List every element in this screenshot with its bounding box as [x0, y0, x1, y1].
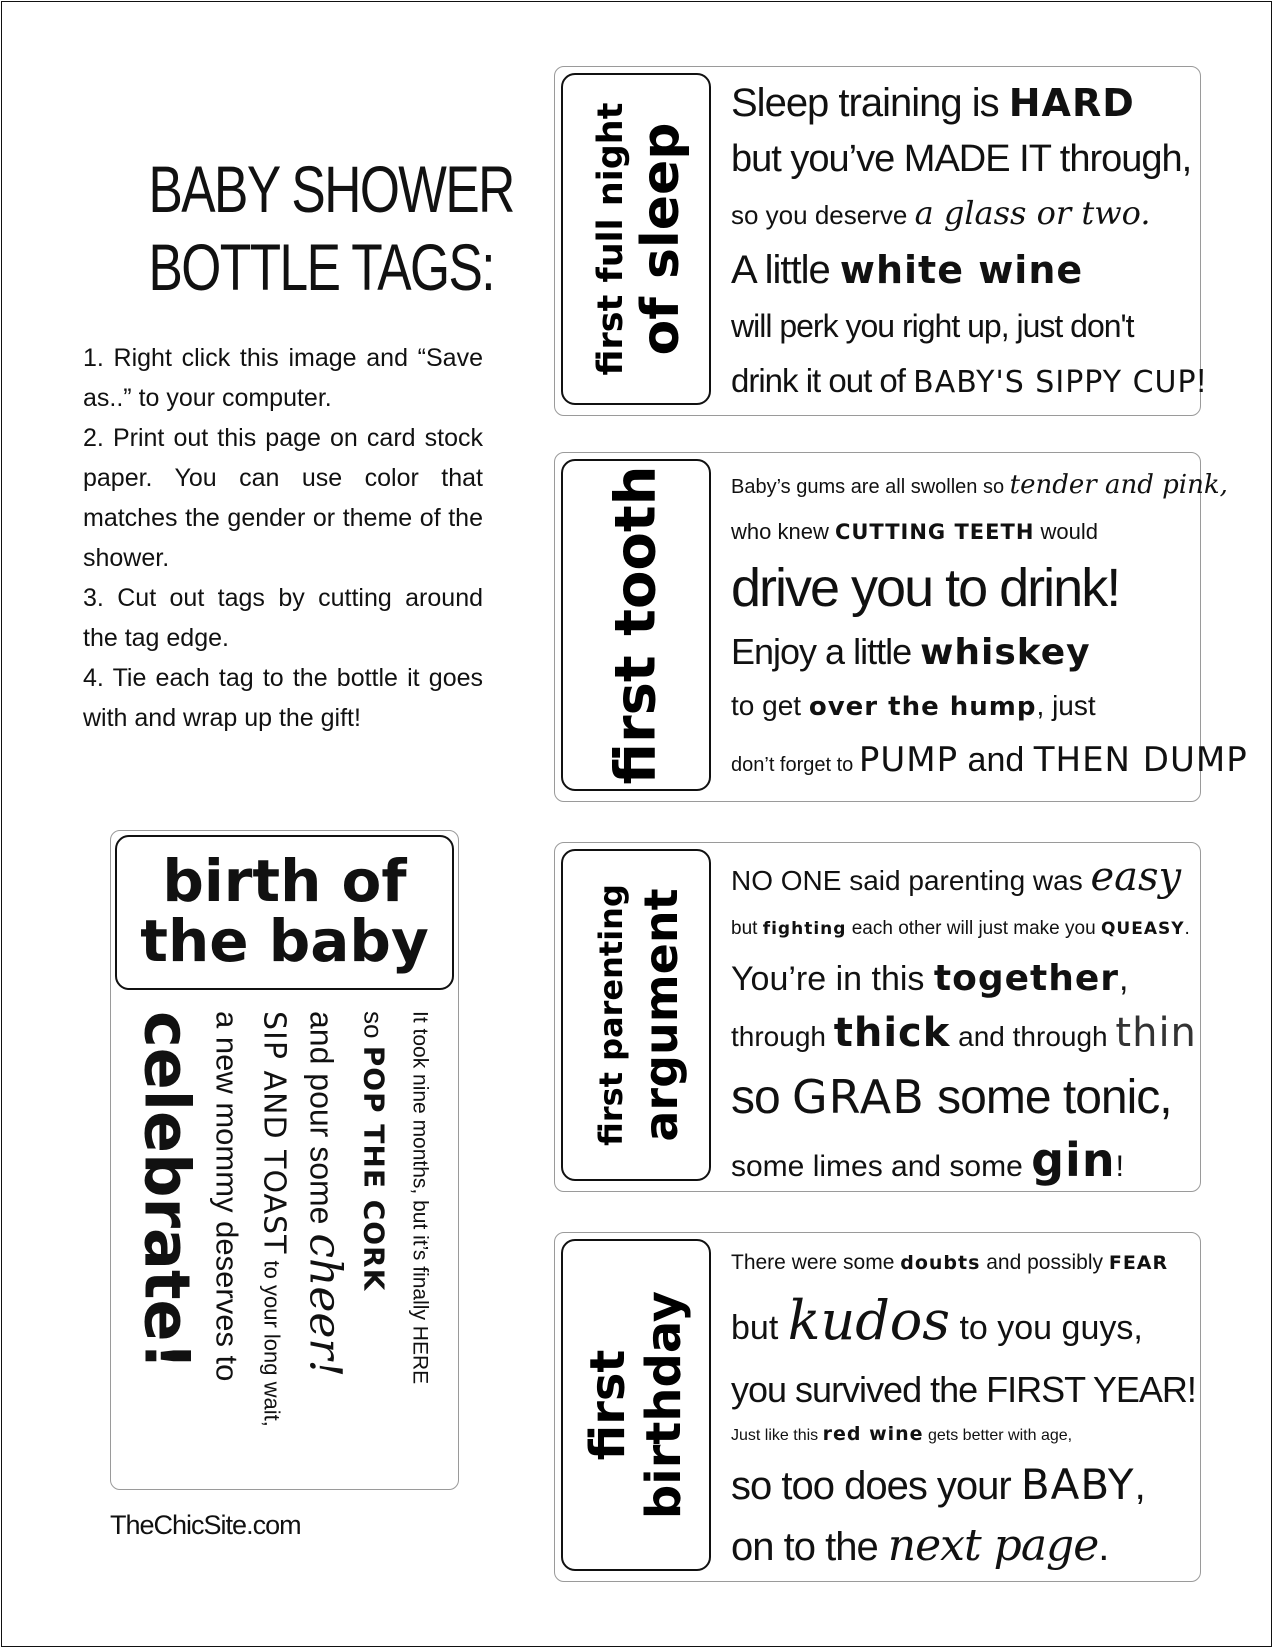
verse-thin: THEN DUMP — [1033, 740, 1248, 780]
tag-label-box — [115, 835, 454, 990]
verse-emphasis: over the hump — [808, 692, 1037, 722]
verse-script: tender and pink, — [1009, 470, 1228, 500]
verse-text: but — [731, 918, 763, 939]
tag-verse — [731, 1241, 1196, 1576]
verse-text: but — [731, 1309, 788, 1347]
title-line-1: BABY SHOWER — [148, 152, 514, 226]
tag-label-line-2: birthday — [636, 1290, 692, 1520]
tag-label-line-1: first — [580, 1349, 636, 1461]
verse-script: next page — [887, 1520, 1099, 1571]
verse-text: Enjoy a little — [731, 631, 921, 672]
tag-first-full-night-of-sleep — [554, 66, 1205, 416]
verse-line — [249, 1011, 295, 1471]
tag-label-line-1: first parenting — [592, 884, 630, 1146]
verse-line — [350, 1011, 396, 1471]
verse-emphasis: HARD — [1008, 81, 1135, 125]
tag-label-line-1: first full night — [591, 102, 631, 376]
verse-text: to you guys, — [950, 1309, 1143, 1347]
verse-emphasis: doubts — [900, 1252, 981, 1274]
verse-thin: SIP AND TOAST — [256, 1010, 291, 1254]
verse-text: don’t forget to — [731, 754, 859, 776]
verse-line: drive you to drink! — [731, 558, 1120, 618]
verse-text: . — [1184, 918, 1190, 939]
verse-text: and — [958, 741, 1034, 779]
tag-label-line-2: of sleep — [631, 122, 691, 356]
verse-line — [731, 1063, 1191, 1132]
instruction-step-3: 3. Cut out tags by cutting around the tag edge. — [83, 584, 483, 652]
verse-line — [731, 1517, 1191, 1576]
tag-label-line-1: birth of — [162, 847, 407, 915]
verse-text: and pour some — [303, 1010, 339, 1233]
tag-label-box — [561, 459, 711, 791]
verse-emphasis: fighting — [762, 919, 847, 939]
verse-line — [731, 1241, 1191, 1285]
verse-line: a new mommy deserves to — [209, 1010, 244, 1381]
verse-line — [731, 241, 1191, 299]
verse-text: There were some — [731, 1251, 901, 1274]
instruction-step-2: 2. Print out this page on card stock paper. You can use color that matches the gender or theme of the shower. — [83, 424, 483, 572]
verse-text: and possibly — [980, 1251, 1109, 1274]
verse-thin: BABY — [1020, 1460, 1135, 1509]
verse-text: so — [731, 1071, 793, 1124]
verse-line: will perk you right up, just don't — [731, 308, 1134, 344]
verse-text: through — [731, 1021, 834, 1052]
verse-text: so — [358, 1010, 388, 1046]
verse-line — [731, 951, 1191, 1007]
verse-text: each other will just make you — [846, 918, 1101, 939]
verse-thin: thin — [1115, 1010, 1197, 1056]
verse-line — [731, 353, 1205, 411]
tag-first-parenting-argument — [554, 842, 1201, 1192]
tag-verse — [731, 461, 1248, 794]
tag-label-line-2: the baby — [140, 907, 429, 975]
verse-emphasis: whiskey — [920, 632, 1091, 673]
verse-script: kudos — [787, 1289, 951, 1352]
verse-text: NO ONE said parenting was — [731, 865, 1091, 896]
verse-line — [731, 1132, 1191, 1195]
verse-text: You’re in this — [731, 960, 934, 998]
verse-line — [731, 75, 1191, 131]
verse-emphasis: together — [933, 958, 1120, 999]
verse-emphasis: CUTTING TEETH — [834, 520, 1035, 544]
tag-label-box — [561, 73, 711, 405]
verse-line: you survived the FIRST YEAR! — [731, 1369, 1196, 1410]
verse-emphasis: white wine — [839, 248, 1084, 292]
verse-line — [731, 731, 1248, 794]
verse-script: cheer! — [299, 1232, 350, 1377]
verse-text: ! — [1196, 362, 1205, 399]
verse-line — [731, 682, 1191, 731]
verse-line — [731, 1454, 1191, 1517]
tag-label-line-2: argument — [634, 888, 688, 1142]
verse-line — [731, 461, 1228, 511]
verse-emphasis: POP THE CORK — [357, 1045, 390, 1291]
site-credit: TheChicSite.com — [110, 1510, 301, 1540]
instructions — [83, 338, 483, 738]
verse-line — [731, 1416, 1191, 1454]
tag-birth-of-the-baby — [110, 830, 459, 1490]
verse-thin: GRAB — [792, 1070, 925, 1124]
verse-text: Sleep training is — [731, 81, 1009, 125]
verse-emphasis: QUEASY — [1100, 919, 1185, 939]
verse-line — [295, 1011, 350, 1471]
tag-label-box — [561, 1239, 711, 1571]
tag-label-box — [561, 849, 711, 1181]
verse-text: who knew — [731, 519, 835, 544]
verse-line — [731, 851, 1191, 907]
verse-line — [731, 907, 1191, 951]
verse-line — [731, 1007, 1197, 1063]
verse-text: some limes and some — [731, 1150, 1032, 1183]
tag-label-text: first tooth — [603, 465, 669, 785]
verse-text: Baby’s gums are all swollen so — [731, 476, 1010, 498]
verse-line: but you’ve MADE IT through, — [731, 138, 1192, 180]
verse-text: would — [1034, 519, 1098, 544]
instruction-step-1: 1. Right click this image and “Save as..” to your computer. — [83, 344, 483, 412]
verse-thin: PUMP — [858, 740, 959, 780]
tag-verse — [731, 851, 1197, 1195]
verse-text: , just — [1036, 690, 1096, 721]
verse-line — [731, 1285, 1191, 1364]
verse-emphasis: thick — [833, 1010, 951, 1056]
verse-text: on to the — [731, 1525, 888, 1569]
tag-verse — [123, 1003, 448, 1478]
verse-text: so you deserve — [731, 200, 915, 230]
verse-emphasis: FEAR — [1108, 1252, 1169, 1274]
verse-text: and through — [950, 1021, 1116, 1052]
verse-text: , — [1134, 1464, 1145, 1508]
verse-text: drink it out of — [731, 362, 914, 399]
page-title — [148, 150, 514, 306]
tag-first-tooth — [554, 452, 1248, 802]
verse-line — [731, 511, 1191, 553]
title-line-2: BOTTLE TAGS: — [148, 230, 495, 304]
verse-text: ! — [1115, 1150, 1124, 1183]
instruction-step-4: 4. Tie each tag to the bottle it goes with and wrap up the gift! — [83, 664, 483, 732]
verse-thin: BABY'S SIPPY CUP — [913, 365, 1197, 400]
verse-text: gets better with age, — [923, 1427, 1073, 1444]
verse-script: easy — [1090, 854, 1182, 900]
verse-line: It took nine months, but it’s finally HERE — [408, 1010, 431, 1384]
verse-text: Just like this — [731, 1427, 823, 1444]
verse-text: to get — [731, 690, 809, 721]
verse-text: so too does your — [731, 1464, 1021, 1508]
verse-line — [731, 187, 1191, 241]
verse-line: celebrate! — [130, 1010, 203, 1370]
verse-text: . — [1098, 1525, 1109, 1569]
verse-line — [731, 623, 1191, 682]
verse-text: A little — [731, 248, 840, 292]
verse-text: , — [1119, 960, 1129, 998]
verse-text: to your long wait, — [259, 1253, 284, 1427]
tag-verse — [731, 75, 1205, 411]
verse-emphasis: red wine — [822, 1423, 924, 1445]
verse-emphasis: gin — [1031, 1133, 1116, 1187]
verse-text: some tonic, — [924, 1071, 1172, 1124]
tag-first-birthday — [554, 1232, 1201, 1582]
verse-script: a glass or two. — [914, 194, 1151, 232]
